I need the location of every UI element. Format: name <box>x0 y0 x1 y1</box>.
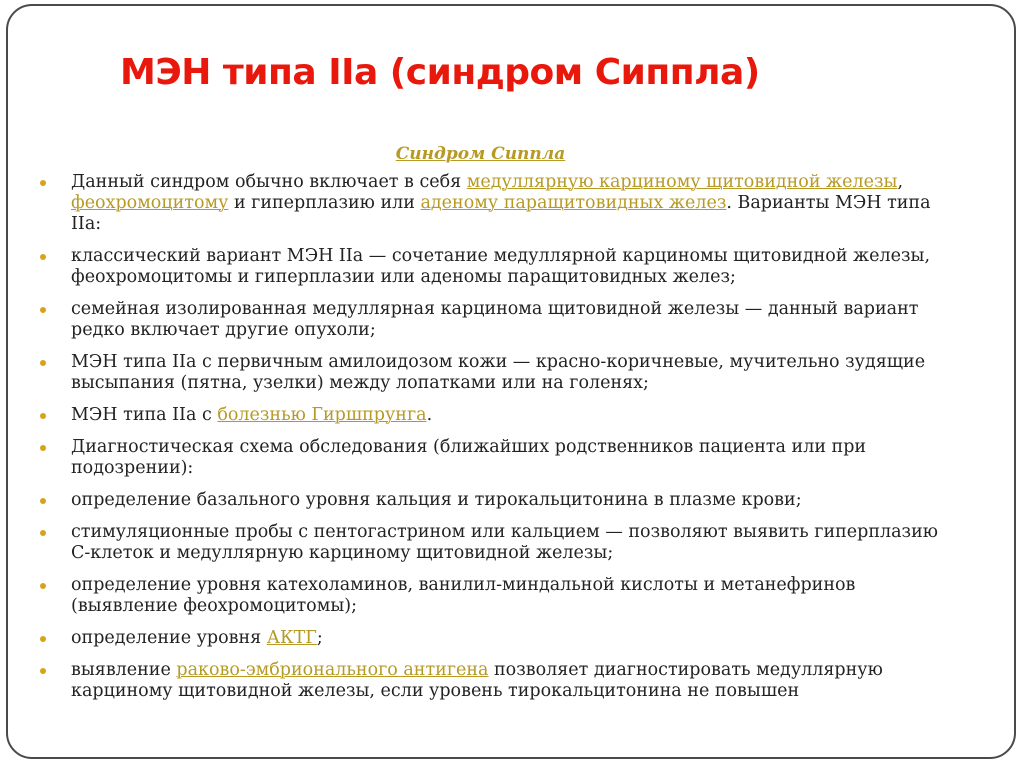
bullet-item-calcium <box>40 490 960 511</box>
link-pheochromocytoma[interactable]: феохромоцитому <box>71 193 229 213</box>
slide-frame <box>6 4 1016 759</box>
bullet-icon <box>40 254 46 260</box>
bullet-text: Диагностическая схема обследования (ближайших родственников пациента или при подозрении): <box>71 437 867 478</box>
bullet-text: семейная изолированная медуллярная карцинома щитовидной железы — данный вариант редко включает другие опухоли; <box>71 299 919 340</box>
bullet-icon <box>40 180 46 186</box>
bullet-text: стимуляционные пробы с пентогастрином или кальцием — позволяют выявить гиперплазию С-клеток и медуллярную карциному щитовидной железы; <box>71 522 938 563</box>
bullet-text: . Варианты МЭН типа IIa: <box>71 193 931 234</box>
bullet-text: МЭН типа IIa с <box>71 405 218 425</box>
bullet-text: определение уровня катехоламинов, ванилил-миндальной кислоты и метанефринов (выявление феохромоцитомы); <box>71 575 856 616</box>
bullet-list <box>40 172 960 713</box>
bullet-icon <box>40 668 46 674</box>
slide-title: МЭН типа IIa (синдром Сиппла) <box>120 52 760 93</box>
bullet-item-catecholamines <box>40 575 960 617</box>
bullet-text: определение уровня <box>71 628 267 648</box>
bullet-text: определение базального уровня кальция и тирокальцитонина в плазме крови; <box>71 490 802 510</box>
link-hirschsprung-disease[interactable]: болезнью Гиршпрунга <box>217 405 427 425</box>
bullet-icon <box>40 360 46 366</box>
bullet-text: ; <box>316 628 323 648</box>
bullet-item-hirschsprung <box>40 405 960 426</box>
link-medullary-carcinoma[interactable]: медуллярную карциному щитовидной железы <box>466 172 898 192</box>
bullet-icon <box>40 413 46 419</box>
bullet-item-familial <box>40 299 960 341</box>
bullet-text: МЭН типа IIa с первичным амилоидозом кожи — красно-коричневые, мучительно зудящие высыпания (пятна, узелки) между лопатками или на голенях; <box>71 352 926 393</box>
bullet-item-stimulation-tests <box>40 522 960 564</box>
bullet-item-intro <box>40 172 960 235</box>
bullet-item-acth <box>40 628 960 649</box>
bullet-text: и гиперплазию или <box>228 193 421 213</box>
bullet-item-cea <box>40 660 960 702</box>
bullet-text: выявление <box>71 660 177 680</box>
bullet-icon <box>40 445 46 451</box>
bullet-icon <box>40 530 46 536</box>
bullet-item-amyloidosis <box>40 352 960 394</box>
bullet-item-classic <box>40 246 960 288</box>
bullet-icon <box>40 307 46 313</box>
link-carcinoembryonic-antigen[interactable]: раково-эмбрионального антигена <box>176 660 489 680</box>
link-parathyroid-adenoma[interactable]: аденому паращитовидных желез <box>420 193 727 213</box>
bullet-icon <box>40 583 46 589</box>
bullet-text: Данный синдром обычно включает в себя <box>71 172 467 192</box>
link-acth[interactable]: АКТГ <box>266 628 317 648</box>
bullet-icon <box>40 636 46 642</box>
bullet-text: классический вариант МЭН IIa — сочетание медуллярной карциномы щитовидной железы, феохромоцитомы и гиперплазии или аденомы паращитовидных желез; <box>71 246 931 287</box>
bullet-item-diagnostic-scheme <box>40 437 960 479</box>
bullet-text: . <box>426 405 433 425</box>
bullet-text: , <box>897 172 904 192</box>
bullet-icon <box>40 498 46 504</box>
subtitle-link[interactable]: Синдром Сиппла <box>395 144 566 164</box>
bullet-text: позволяет диагностировать медуллярную карциному щитовидной железы, если уровень тирокальцитонина не повышен <box>71 660 883 701</box>
